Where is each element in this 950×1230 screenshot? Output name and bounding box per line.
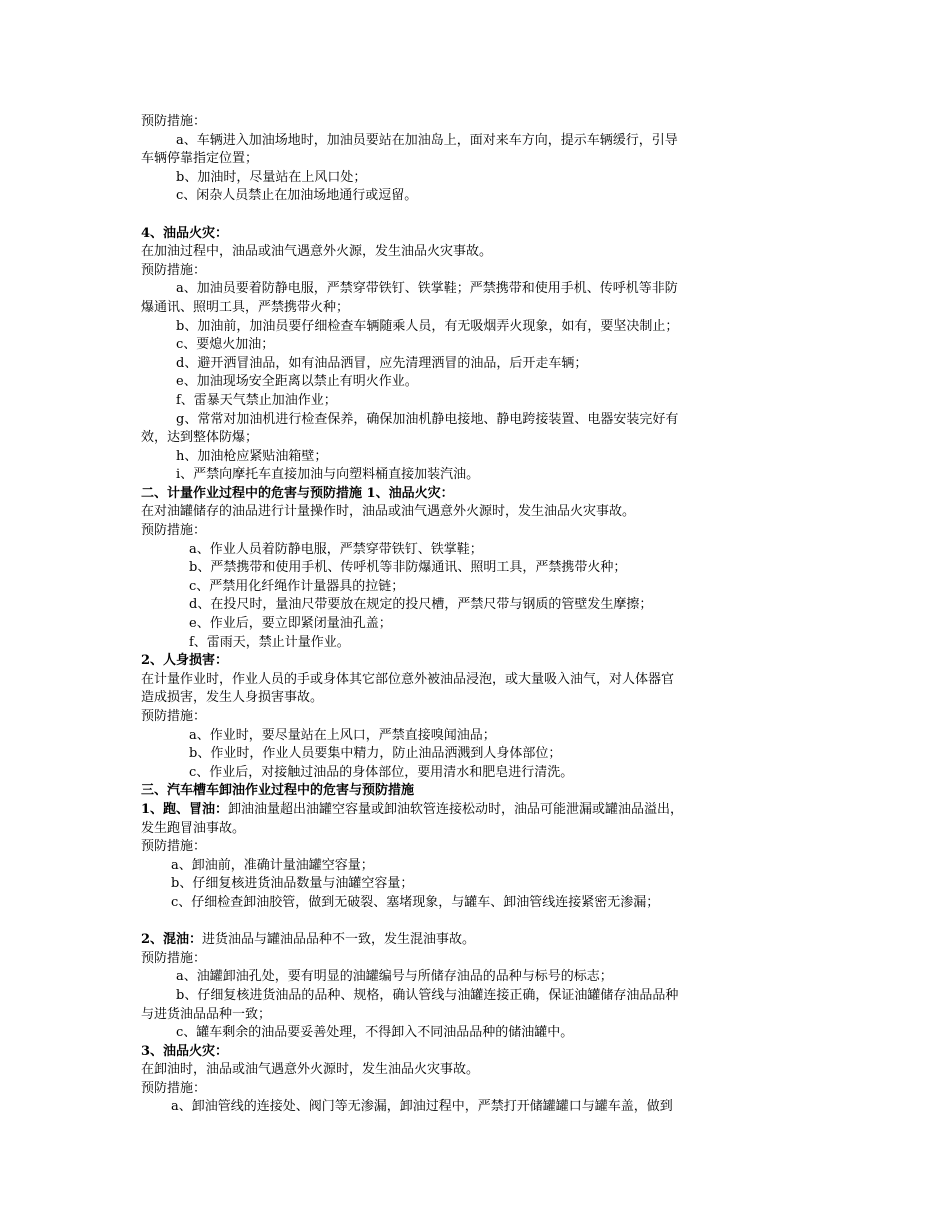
text-line: [141, 931, 821, 950]
text-line: 预防措施：: [141, 1080, 207, 1096]
text-line: h、加油枪应紧贴油箱壁；: [176, 448, 328, 464]
text-line: 在计量作业时，作业人员的手或身体其它部位意外被油品浸泡，或大量吸入油气，对人体器官: [141, 671, 675, 687]
text-line: 造成损害，发生人身损害事故。: [141, 690, 324, 706]
text-line: a、油罐卸油孔处，要有明显的油罐编号与所储存油品的品种与标号的标志；: [176, 969, 613, 985]
text-line: 在加油过程中，油品或油气遇意外火源，发生油品火灾事故。: [141, 244, 493, 260]
text-line: b、加油前，加油员要仔细检查车辆随乘人员，有无吸烟弄火现象，如有，要坚决制止；: [176, 318, 679, 334]
text-line: d、避开洒冒油品，如有油品洒冒，应先清理洒冒的油品，后开走车辆；: [176, 355, 588, 371]
section-heading: 二、计量作业过程中的危害与预防措施 1、油品火灾：: [141, 485, 454, 501]
text-line: 爆通讯、照明工具，严禁携带火种；: [141, 299, 350, 315]
document-body: [141, 113, 821, 1117]
inline-heading: 2、混油：: [141, 932, 203, 948]
text-line: e、加油现场安全距离以禁止有明火作业。: [176, 374, 418, 390]
text-line: c、罐车剩余的油品要妥善处理，不得卸入不同油品品种的储油罐中。: [176, 1025, 574, 1041]
text-line: e、作业后，要立即紧闭量油孔盖；: [189, 616, 392, 632]
inline-text: 进货油品与罐油品品种不一致，发生混油事故。: [202, 932, 476, 948]
blank-line: [141, 913, 821, 932]
text-line: f、雷雨天，禁止计量作业。: [189, 634, 350, 650]
text-line: b、仔细复核进货油品数量与油罐空容量；: [171, 876, 414, 892]
text-line: g、常常对加油机进行检查保养，确保加油机静电接地、静电跨接装置、电器安装完好有: [176, 411, 679, 427]
text-line: d、在投尺时，量油尺带要放在规定的投尺槽，严禁尺带与钢质的管壁发生摩擦；: [189, 597, 653, 613]
text-line: b、作业时，作业人员要集中精力，防止油品洒溅到人身体部位；: [189, 746, 562, 762]
text-line: 在对油罐储存的油品进行计量操作时，油品或油气遇意外火源时，发生油品火灾事故。: [141, 504, 636, 520]
text-line: 预防措施：: [141, 950, 207, 966]
text-line: c、作业后，对接触过油品的身体部位，要用清水和肥皂进行清洗。: [189, 764, 574, 780]
text-line: b、仔细复核进货油品的品种、规格，确认管线与油罐连接正确，保证油罐储存油品品种: [176, 987, 679, 1003]
text-line: a、作业时，要尽量站在上风口，严禁直接嗅闻油品；: [189, 727, 496, 743]
text-line: c、严禁用化纤绳作计量器具的拉链；: [189, 578, 405, 594]
text-line: b、加油时，尽量站在上风口处；: [176, 169, 367, 185]
section-heading: 3、油品火灾：: [141, 1043, 229, 1059]
text-line: 发生跑冒油事故。: [141, 820, 246, 836]
text-line: 预防措施：: [141, 839, 207, 855]
text-line: f、雷暴天气禁止加油作业；: [176, 392, 337, 408]
text-line: c、要熄火加油；: [176, 337, 275, 353]
text-line: 预防措施：: [141, 523, 207, 539]
text-line: a、加油员要着防静电服，严禁穿带铁钉、铁掌鞋；严禁携带和使用手机、传呼机等非防: [176, 281, 678, 297]
inline-text: 卸油油量超出油罐空容量或卸油软管连接松动时，油品可能泄漏或罐油品溢出，: [228, 801, 684, 817]
inline-heading: 1、跑、冒油：: [141, 801, 229, 817]
text-line: 预防措施：: [141, 709, 207, 724]
text-line: b、严禁携带和使用手机、传呼机等非防爆通讯、照明工具，严禁携带火种；: [189, 560, 627, 576]
text-line: 预防措施：: [141, 114, 207, 129]
text-line: c、闲杂人员禁止在加油场地通行或逗留。: [176, 188, 418, 204]
text-line: a、作业人员着防静电服，严禁穿带铁钉、铁掌鞋；: [189, 541, 483, 557]
text-line: 预防措施：: [141, 262, 207, 278]
text-line: a、卸油前，准确计量油罐空容量；: [171, 857, 374, 873]
text-line: 车辆停靠指定位置；: [141, 151, 259, 167]
text-line: 与进货油品品种一致；: [141, 1006, 272, 1022]
blank-line: [141, 206, 821, 225]
section-heading: 三、汽车槽车卸油作业过程中的危害与预防措施: [141, 783, 415, 799]
section-heading: 2、人身损害：: [141, 653, 229, 669]
text-line: a、卸油管线的连接处、阀门等无渗漏，卸油过程中，严禁打开储罐罐口与罐车盖，做到: [171, 1099, 673, 1115]
text-line: i、严禁向摩托车直接加油与向塑料桶直接加装汽油。: [176, 467, 480, 483]
text-line: 效，达到整体防爆；: [141, 430, 259, 446]
text-line: 在卸油时，油品或油气遇意外火源时，发生油品火灾事故。: [141, 1062, 480, 1078]
section-heading: 4、油品火灾：: [141, 225, 229, 241]
text-line: [141, 801, 821, 820]
text-line: c、仔细检查卸油胶管，做到无破裂、塞堵现象，与罐车、卸油管线连接紧密无渗漏；: [171, 894, 660, 910]
text-line: a、车辆进入加油场地时，加油员要站在加油岛上，面对来车方向，提示车辆缓行，引导: [176, 132, 678, 148]
